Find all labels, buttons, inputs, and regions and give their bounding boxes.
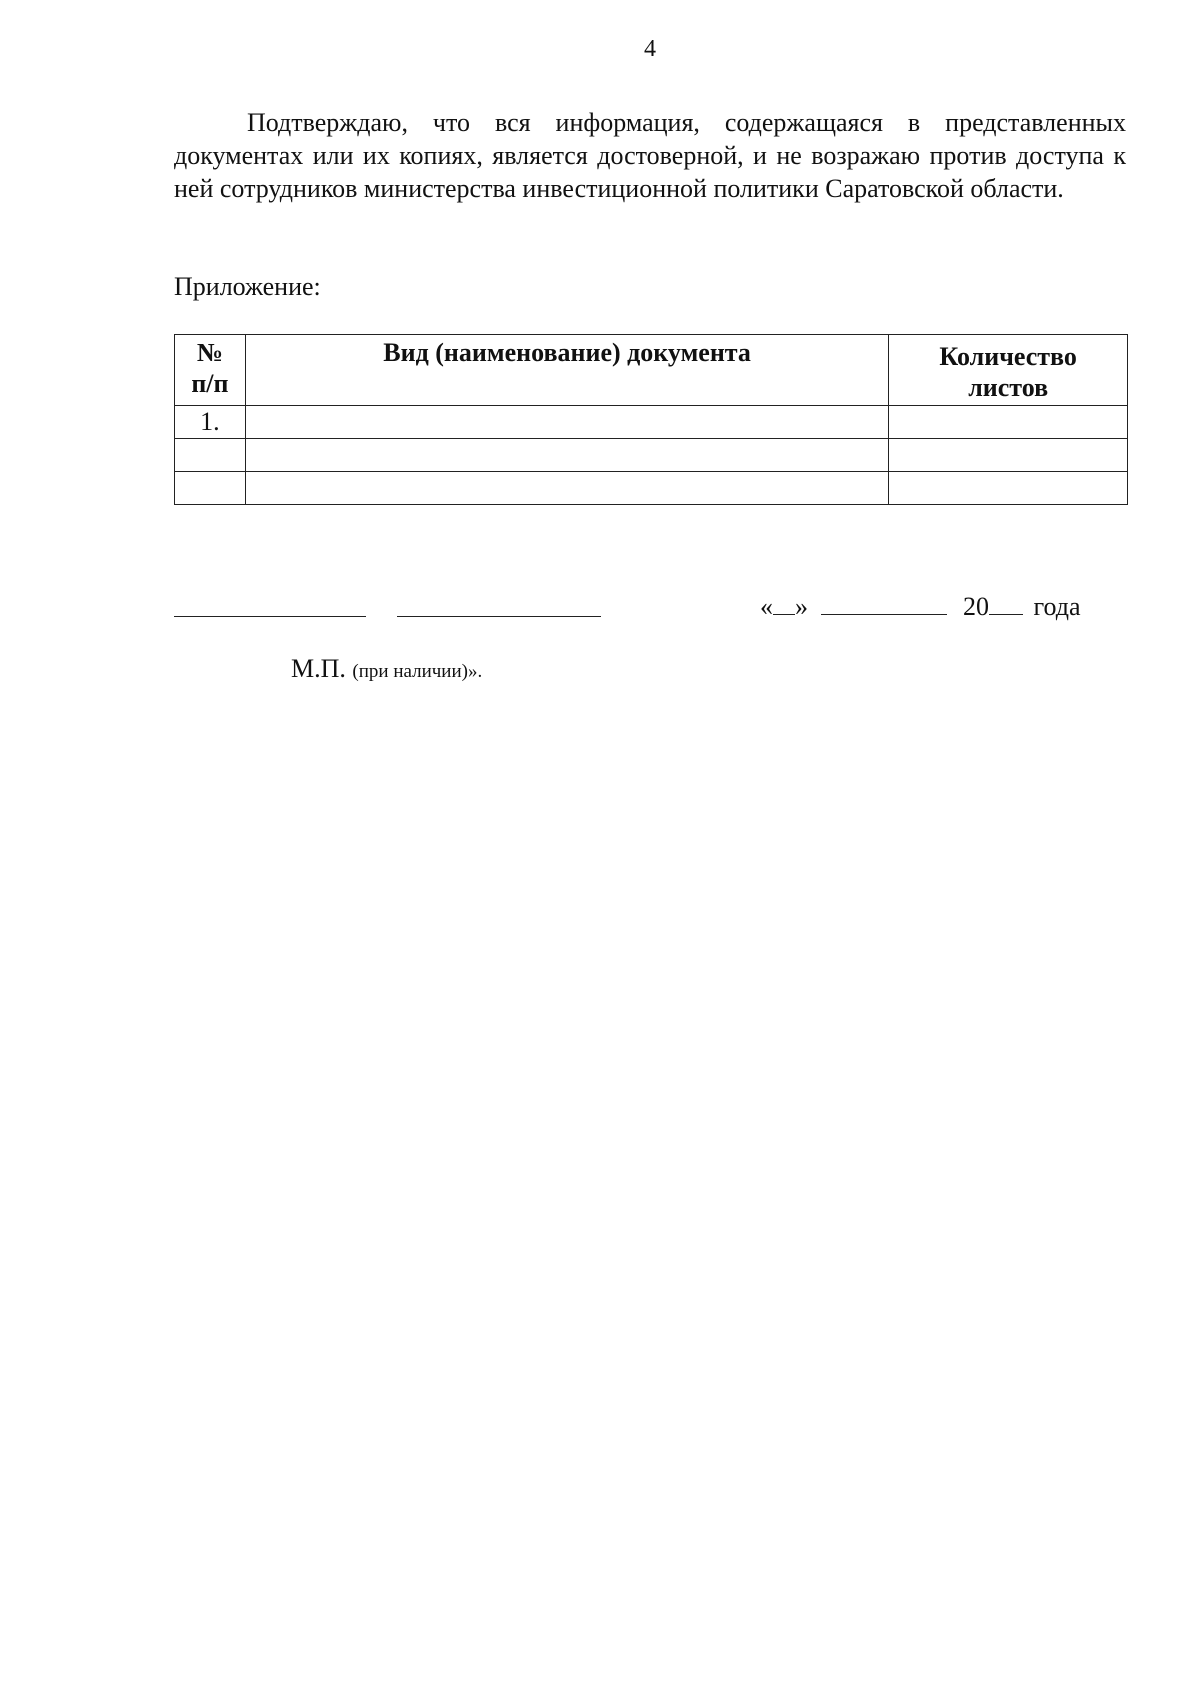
appendix-label: Приложение: <box>174 272 321 301</box>
stamp-condition: (при наличии)». <box>352 661 483 682</box>
header-count-line1: Количество <box>939 342 1077 371</box>
header-document-name: Вид (наименование) документа <box>245 335 888 406</box>
header-count-line2: листов <box>968 373 1049 402</box>
stamp-main: М.П. <box>291 654 346 683</box>
header-sheet-count <box>889 335 1128 406</box>
year-prefix: 20 <box>963 592 989 621</box>
row-name-cell <box>245 439 888 472</box>
row-count-cell <box>889 472 1128 505</box>
row-count-cell <box>889 406 1128 439</box>
date-field <box>760 592 1081 622</box>
header-number-line2: п/п <box>191 369 229 398</box>
day-blank <box>773 614 795 615</box>
appendix-table <box>174 334 1128 505</box>
confirmation-paragraph: Подтверждаю, что вся информация, содержащаяся в представленных документах или их копиях, является достоверной, и не возражаю против доступа к ней сотрудников министерства инвестиционной политики Саратовской области. <box>174 108 1126 203</box>
row-number-cell <box>175 439 246 472</box>
month-blank <box>821 614 947 615</box>
header-number <box>175 335 246 406</box>
year-blank <box>989 614 1023 615</box>
stamp-note <box>291 654 482 684</box>
row-number-cell <box>175 472 246 505</box>
row-number-cell: 1. <box>175 406 246 439</box>
date-open-quote: « <box>760 592 773 621</box>
row-count-cell <box>889 439 1128 472</box>
row-name-cell <box>245 472 888 505</box>
header-number-line1: № <box>196 338 223 367</box>
table-row <box>175 406 1128 439</box>
table-row <box>175 472 1128 505</box>
table-header-row <box>175 335 1128 406</box>
table-row <box>175 439 1128 472</box>
date-close-quote: » <box>795 592 808 621</box>
row-name-cell <box>245 406 888 439</box>
name-line <box>397 616 601 617</box>
page-number: 4 <box>644 36 656 62</box>
signature-line <box>174 616 366 617</box>
year-suffix: года <box>1033 592 1081 621</box>
